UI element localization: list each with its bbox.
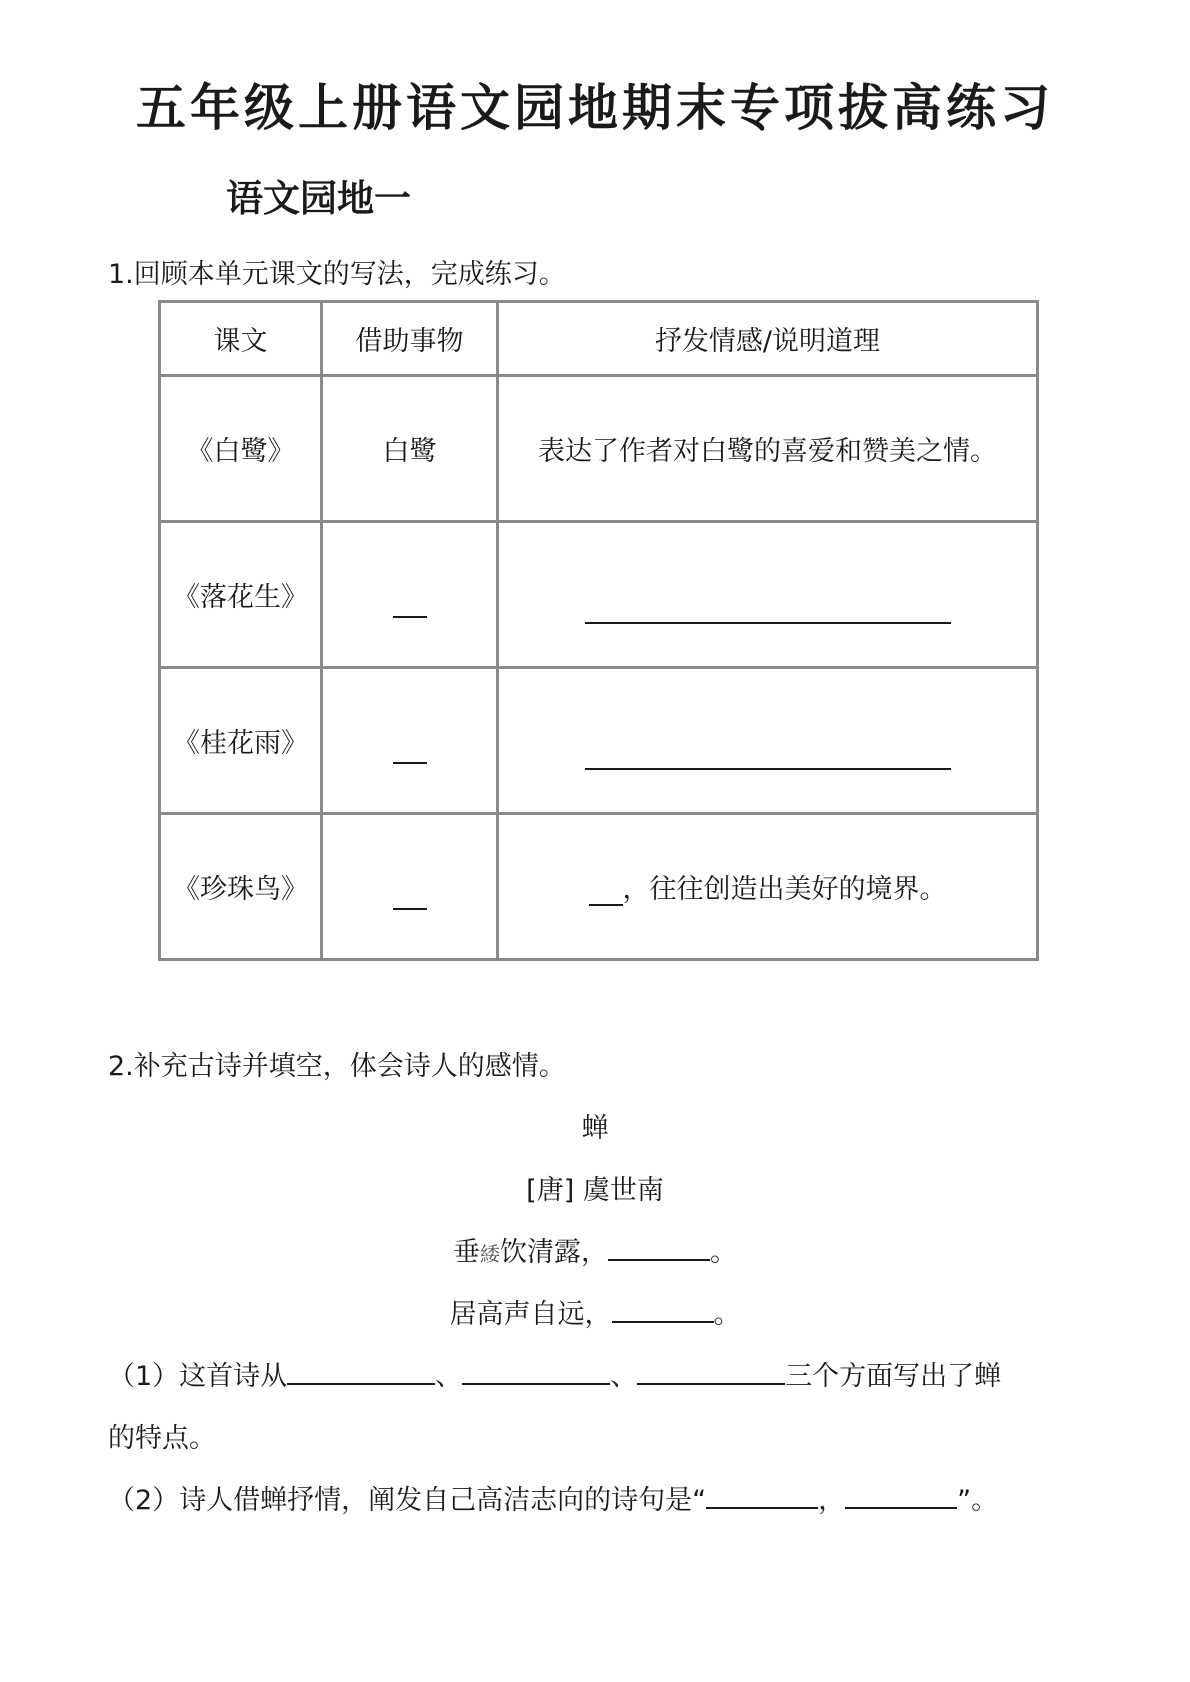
table-header-row — [160, 302, 1038, 376]
sub-question-1: （1）这首诗从 、 、 三个方面写出了蝉 — [108, 1354, 1001, 1393]
answer-blank-emotion[interactable] — [585, 602, 951, 624]
cell-object — [322, 522, 498, 668]
cell-emotion: 表达了作者对白鹭的喜爱和赞美之情。 — [498, 376, 1038, 522]
answer-blank-emotion[interactable] — [589, 884, 623, 906]
table-row — [160, 522, 1038, 668]
answer-blank-aspect-1[interactable] — [287, 1355, 435, 1385]
cell-object: 白鹭 — [322, 376, 498, 522]
table-row — [160, 668, 1038, 814]
cell-emotion — [498, 522, 1038, 668]
poem-author: [唐] 虞世南 — [526, 1175, 664, 1206]
table-row — [160, 814, 1038, 960]
poem-blank-2[interactable] — [612, 1293, 714, 1323]
cell-text: 《白鹭》 — [160, 376, 322, 522]
answer-blank-line-2[interactable] — [845, 1479, 957, 1509]
question-1-prompt: 1.回顾本单元课文的写法，完成练习。 — [108, 259, 566, 290]
poem-line-2: 居高声自远， 。 — [0, 1292, 1190, 1331]
header-emotion: 抒发情感/说明道理 — [498, 302, 1038, 376]
section-title: 语文园地一 — [226, 177, 411, 220]
cell-text: 《落花生》 — [160, 522, 322, 668]
emotion-text: ，往往创造出美好的境界。 — [622, 874, 947, 905]
answer-blank-emotion[interactable] — [585, 748, 951, 770]
poem-title: 蝉 — [581, 1113, 609, 1144]
poem-line-1: 垂緌饮清露， 。 — [0, 1230, 1190, 1269]
answer-blank-aspect-2[interactable] — [462, 1355, 610, 1385]
cell-text: 《珍珠鸟》 — [160, 814, 322, 960]
cell-emotion — [498, 814, 1038, 960]
answer-blank-object[interactable] — [393, 742, 427, 764]
page-title: 五年级上册语文园地期末专项拔高练习 — [136, 78, 1054, 137]
cell-text: 《桂花雨》 — [160, 668, 322, 814]
cell-object — [322, 668, 498, 814]
cell-object — [322, 814, 498, 960]
header-object: 借助事物 — [322, 302, 498, 376]
sub-question-1-continued: 的特点。 — [108, 1423, 216, 1454]
answer-blank-aspect-3[interactable] — [637, 1355, 785, 1385]
question-2-prompt: 2.补充古诗并填空，体会诗人的感情。 — [108, 1051, 566, 1082]
answer-blank-object[interactable] — [393, 596, 427, 618]
poem-blank-1[interactable] — [608, 1231, 710, 1261]
cell-emotion — [498, 668, 1038, 814]
answer-blank-object[interactable] — [393, 888, 427, 910]
answer-blank-line-1[interactable] — [706, 1479, 818, 1509]
writing-method-table — [158, 300, 1039, 961]
sub-question-2: （2）诗人借蝉抒情，阐发自己高洁志向的诗句是“ ， ”。 — [108, 1478, 998, 1517]
header-text: 课文 — [160, 302, 322, 376]
table-row — [160, 376, 1038, 522]
